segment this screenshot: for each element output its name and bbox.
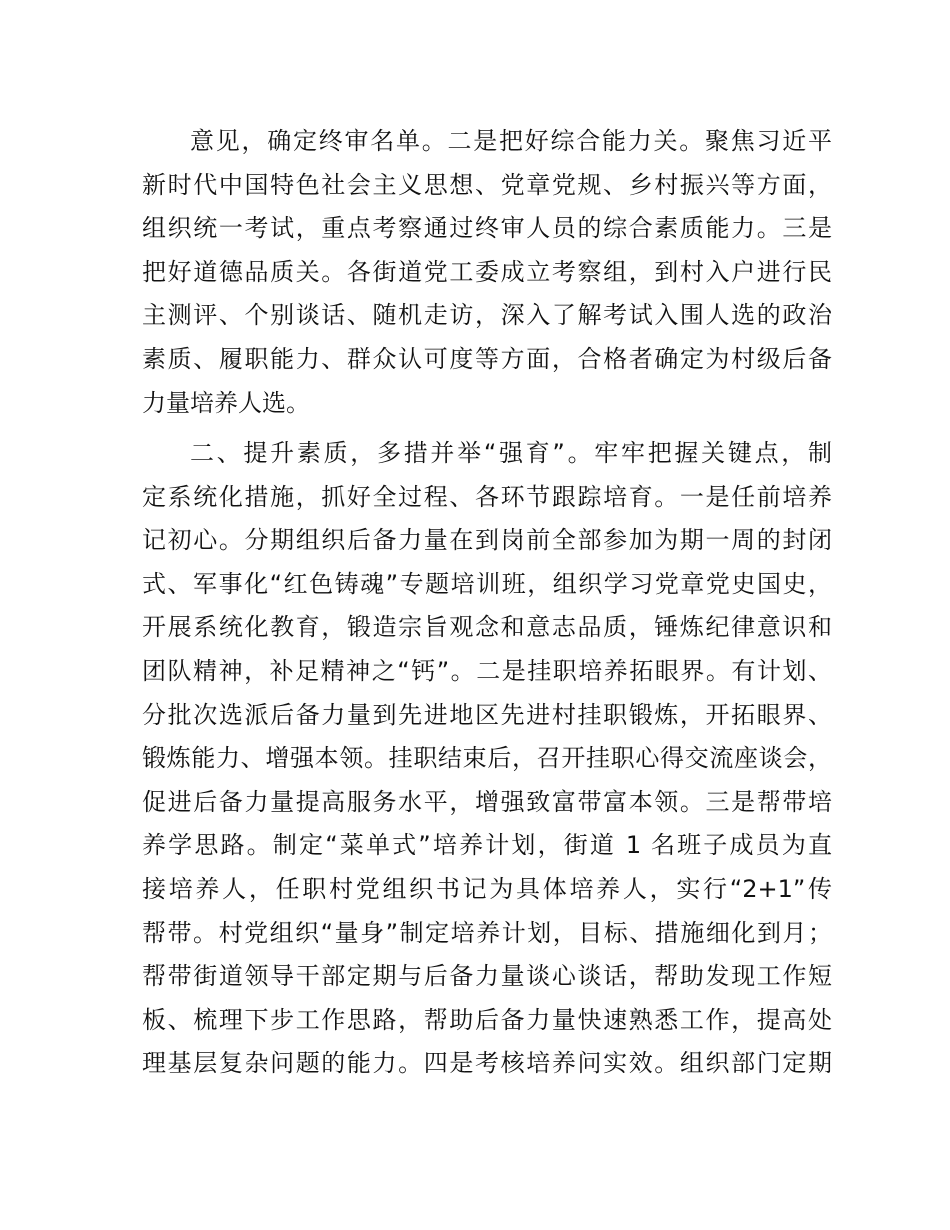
paragraph-1-line: 意见，确定终审名单。二是把好综合能力关。聚焦习近平: [190, 127, 832, 155]
paragraph-2-line: 开展系统化教育，锻造宗旨观念和意志品质，锤炼纪律意识和: [142, 613, 832, 642]
paragraph-1-line: 新时代中国特色社会主义思想、党章党规、乡村振兴等方面，: [142, 170, 832, 199]
paragraph-2-line: 帮带街道领导干部定期与后备力量谈心谈话，帮助发现工作短: [142, 962, 832, 991]
paragraph-2: [142, 432, 832, 1086]
paragraph-2-line: 促进后备力量提高服务水平，增强致富带富本领。三是帮带培: [142, 787, 832, 816]
paragraph-2-line: 二、提升素质，多措并举“强育”。牢牢把握关键点，制: [190, 439, 832, 467]
paragraph-2-line: 分批次选派后备力量到先进地区先进村挂职锻炼，开拓眼界、: [142, 700, 832, 729]
paragraph-2-line: 板、梳理下步工作思路，帮助后备力量快速熟悉工作，提高处: [142, 1005, 832, 1034]
paragraph-1-line: 素质、履职能力、群众认可度等方面，合格者确定为村级后备: [142, 344, 832, 373]
paragraph-2-line: 帮带。村党组织“量身”制定培养计划，目标、措施细化到月；: [142, 918, 832, 947]
paragraph-2-line: 理基层复杂问题的能力。四是考核培养问实效。组织部门定期: [142, 1049, 832, 1078]
paragraph-2-line: 养学思路。制定“菜单式”培养计划，街道 1 名班子成员为直: [142, 831, 832, 860]
paragraph-2-line: 式、军事化“红色铸魂”专题培训班，组织学习党章党史国史，: [142, 569, 832, 598]
paragraph-1-line: 把好道德品质关。各街道党工委成立考察组，到村入户进行民: [142, 257, 832, 286]
paragraph-2-line: 锻炼能力、增强本领。挂职结束后，召开挂职心得交流座谈会，: [142, 744, 832, 773]
paragraph-2-line: 定系统化措施，抓好全过程、各环节跟踪培育。一是任前培养: [142, 482, 832, 511]
paragraph-2-line: 记初心。分期组织后备力量在到岗前全部参加为期一周的封闭: [142, 526, 832, 555]
paragraph-1: [142, 120, 832, 425]
paragraph-2-line: 团队精神，补足精神之“钙”。二是挂职培养拓眼界。有计划、: [142, 656, 832, 685]
paragraph-1-line: 主测评、个别谈话、随机走访，深入了解考试入围人选的政治: [142, 301, 832, 330]
paragraph-2-line: 接培养人，任职村党组织书记为具体培养人，实行“2+1”传: [142, 874, 832, 903]
paragraph-1-line: 组织统一考试，重点考察通过终审人员的综合素质能力。三是: [142, 214, 832, 243]
paragraph-1-line: 力量培养人选。: [142, 388, 310, 417]
